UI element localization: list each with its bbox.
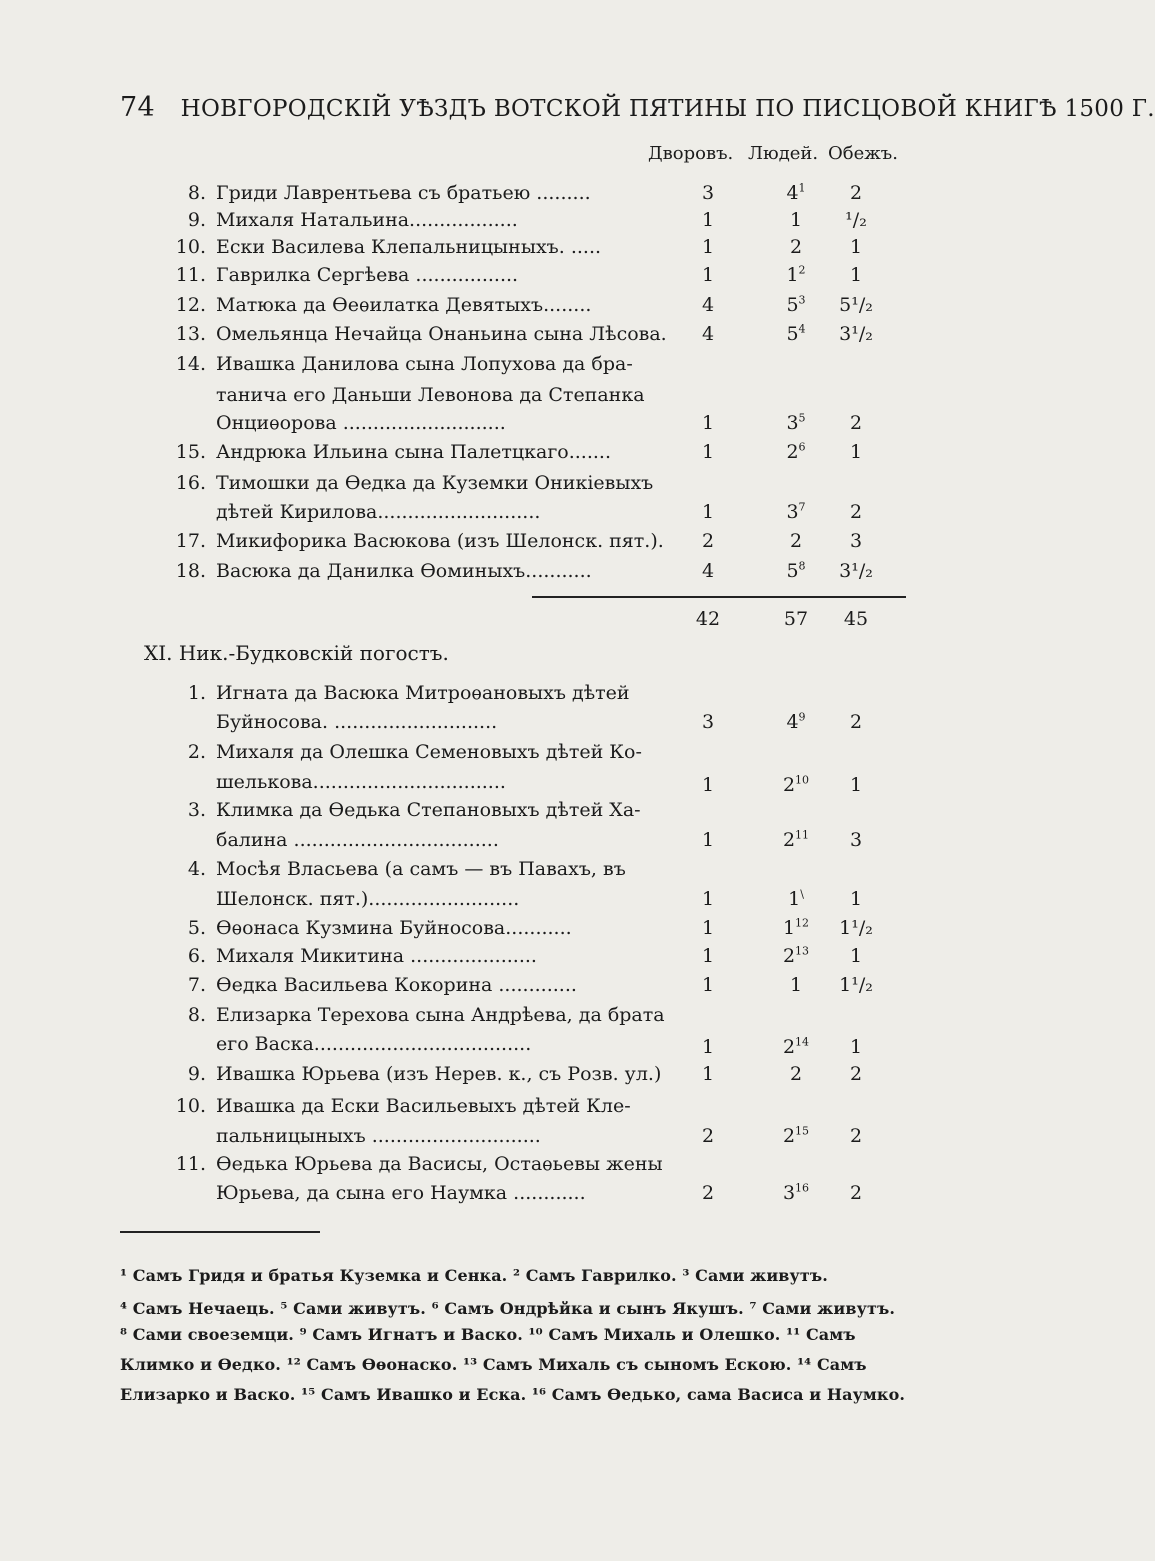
- footnote-line: Елизарко и Васко. ¹⁵ Самъ Ивашко и Еска. ¹⁶ Самъ Ѳедько, сама Васиса и Наумко.: [120, 1385, 906, 1404]
- footnote-line: ⁸ Сами своеземци. ⁹ Самъ Игнатъ и Васко. ¹⁰ Самъ Михаль и Олешко. ¹¹ Самъ: [120, 1325, 856, 1344]
- entry-number: 2.: [187, 741, 206, 763]
- entry-text: Ѳедка Васильева Кокорина .............: [216, 974, 577, 996]
- entry-number: 12.: [175, 294, 206, 316]
- entry-text: Ивашка Юрьева (изъ Нерев. к., съ Розв. ул.): [216, 1063, 662, 1085]
- obzhi-value: 2: [849, 412, 863, 434]
- obzhi-value: 1: [849, 945, 863, 967]
- total-obzhi: 45: [843, 608, 869, 630]
- entry-number: 10.: [175, 1095, 206, 1117]
- people-value: $5^4$: [786, 322, 806, 345]
- footnote-ref: 2: [798, 263, 806, 277]
- entry-number: 11.: [175, 264, 206, 286]
- households-value: 2: [701, 530, 715, 552]
- footnote-ref: 11: [795, 828, 810, 842]
- entry-text: Гриди Лаврентьева съ братьею .........: [216, 182, 591, 204]
- entry-number: 18.: [175, 560, 206, 582]
- people-value: $2^{11}$: [782, 828, 810, 851]
- total-households: 42: [695, 608, 721, 630]
- entry-text: танича его Даньши Левонова да Степанка: [216, 384, 645, 406]
- obzhi-value: 1¹/₂: [839, 974, 873, 996]
- entry-number: 4.: [187, 858, 206, 880]
- entry-text: Мосѣя Власьева (а самъ — въ Павахъ, въ: [216, 858, 626, 880]
- obzhi-value: 2: [849, 1063, 863, 1085]
- people-value: $5^3$: [786, 293, 806, 316]
- households-value: 4: [701, 560, 715, 582]
- entry-number: 1.: [187, 682, 206, 704]
- obzhi-value: ¹/₂: [845, 209, 867, 231]
- entry-number: 5.: [187, 917, 206, 939]
- households-value: 1: [701, 917, 715, 939]
- total-people: 57: [783, 608, 809, 630]
- people-value: $2^{14}$: [782, 1035, 810, 1058]
- footnote-ref: 15: [795, 1124, 810, 1138]
- footnote-line: ¹ Самъ Гридя и братья Куземка и Сенка. ² Самъ Гаврилко. ³ Сами живутъ.: [120, 1266, 828, 1285]
- entry-text: Климка да Ѳедька Степановыхъ дѣтей Ха-: [216, 799, 641, 821]
- people-value: $1^2$: [786, 263, 806, 286]
- entry-number: 8.: [187, 182, 206, 204]
- entry-number: 9.: [187, 1063, 206, 1085]
- entry-number: 14.: [175, 353, 206, 375]
- entry-number: 8.: [187, 1004, 206, 1026]
- section-heading: XI. Ник.-Будковскій погостъ.: [144, 641, 449, 665]
- people-value: 1: [789, 974, 803, 996]
- people-value: $4^9$: [786, 710, 806, 733]
- totals-rule: [532, 596, 906, 598]
- households-value: 1: [701, 974, 715, 996]
- obzhi-value: 1: [849, 441, 863, 463]
- people-value: 2: [789, 236, 803, 258]
- entry-text: его Васка....................................: [216, 1033, 532, 1055]
- obzhi-value: 1¹/₂: [839, 917, 873, 939]
- obzhi-value: 2: [849, 182, 863, 204]
- footnote-line: Климко и Ѳедко. ¹² Самъ Ѳѳонаско. ¹³ Самъ Михаль съ сыномъ Ескою. ¹⁴ Самъ: [120, 1355, 867, 1374]
- entry-text: Буйносова. ...........................: [216, 711, 498, 733]
- footnote-ref: 4: [798, 322, 806, 336]
- entry-text: шелькова................................: [216, 771, 506, 793]
- footnote-ref: 13: [795, 944, 810, 958]
- people-value: $4^1$: [786, 181, 806, 204]
- people-value: $2^{10}$: [782, 773, 810, 796]
- people-value: $2^{13}$: [782, 944, 810, 967]
- entry-number: 6.: [187, 945, 206, 967]
- page-number: 74: [120, 92, 155, 123]
- footnote-ref: 10: [795, 773, 810, 787]
- obzhi-value: 3¹/₂: [839, 323, 873, 345]
- households-value: 1: [701, 441, 715, 463]
- column-header-obzhi: Обежъ.: [828, 143, 898, 164]
- obzhi-value: 2: [849, 1182, 863, 1204]
- footnote-ref: 14: [795, 1035, 810, 1049]
- entry-number: 10.: [175, 236, 206, 258]
- obzhi-value: 1: [849, 1036, 863, 1058]
- entry-text: балина ..................................: [216, 829, 499, 851]
- households-value: 2: [701, 1182, 715, 1204]
- households-value: 1: [701, 412, 715, 434]
- entry-text: Юрьева, да сына его Наумка ............: [216, 1182, 586, 1204]
- households-value: 1: [701, 236, 715, 258]
- obzhi-value: 5¹/₂: [839, 294, 873, 316]
- footnote-line: ⁴ Самъ Нечаець. ⁵ Сами живутъ. ⁶ Самъ Ондрѣйка и сынъ Якушъ. ⁷ Сами живутъ.: [120, 1299, 895, 1318]
- obzhi-value: 3: [849, 829, 863, 851]
- entry-text: Онциѳорова ...........................: [216, 412, 506, 434]
- footnote-ref: 12: [795, 916, 810, 930]
- obzhi-value: 1: [849, 888, 863, 910]
- entry-number: 7.: [187, 974, 206, 996]
- entry-number: 9.: [187, 209, 206, 231]
- obzhi-value: 3: [849, 530, 863, 552]
- footnote-ref: \: [800, 887, 804, 901]
- obzhi-value: 2: [849, 501, 863, 523]
- footnote-ref: 5: [798, 411, 806, 425]
- people-value: $2^{15}$: [782, 1124, 810, 1147]
- entry-text: Микифорика Васюкова (изъ Шелонск. пят.).: [216, 530, 664, 552]
- entry-number: 17.: [175, 530, 206, 552]
- entry-text: Михаля Микитина .....................: [216, 945, 537, 967]
- entry-text: Омельянца Нечайца Онаньина сына Лѣсова.: [216, 323, 667, 345]
- entry-text: Михаля да Олешка Семеновыхъ дѣтей Ко-: [216, 741, 642, 763]
- people-value: 1\: [788, 887, 804, 910]
- households-value: 4: [701, 323, 715, 345]
- obzhi-value: 1: [849, 774, 863, 796]
- footnote-ref: 1: [798, 181, 806, 195]
- households-value: 1: [701, 774, 715, 796]
- households-value: 1: [701, 501, 715, 523]
- entry-text: Ѳедька Юрьева да Васисы, Остаѳьевы жены: [216, 1153, 663, 1175]
- people-value: $2^6$: [786, 440, 806, 463]
- entry-number: 3.: [187, 799, 206, 821]
- people-value: 1: [789, 209, 803, 231]
- people-value: 2: [789, 1063, 803, 1085]
- households-value: 3: [701, 182, 715, 204]
- entry-text: Ески Василева Клепальницыныхъ. .....: [216, 236, 602, 258]
- footnote-ref: 9: [798, 710, 806, 724]
- people-value: $3^5$: [786, 411, 806, 434]
- obzhi-value: 2: [849, 711, 863, 733]
- obzhi-value: 1: [849, 236, 863, 258]
- running-header: [120, 92, 1155, 123]
- entry-text: Михаля Натальина..................: [216, 209, 518, 231]
- entry-text: Ивашка да Ески Васильевыхъ дѣтей Кле-: [216, 1095, 631, 1117]
- households-value: 4: [701, 294, 715, 316]
- households-value: 1: [701, 209, 715, 231]
- column-header-households: Дворовъ.: [648, 143, 734, 164]
- entry-number: 15.: [175, 441, 206, 463]
- households-value: 1: [701, 264, 715, 286]
- page-title: НОВГОРОДСКІЙ УѢЗДЪ ВОТСКОЙ ПЯТИНЫ ПО ПИСЦОВОЙ КНИГѢ 1500 Г.: [180, 96, 1155, 122]
- entry-number: 16.: [175, 472, 206, 494]
- people-value: $3^{16}$: [782, 1181, 810, 1204]
- households-value: 3: [701, 711, 715, 733]
- households-value: 1: [701, 1036, 715, 1058]
- entry-text: Ивашка Данилова сына Лопухова да бра-: [216, 353, 633, 375]
- households-value: 1: [701, 945, 715, 967]
- entry-text: дѣтей Кирилова...........................: [216, 501, 541, 523]
- entry-text: Гаврилка Сергѣева .................: [216, 264, 519, 286]
- entry-text: Елизарка Терехова сына Андрѣева, да брата: [216, 1004, 665, 1026]
- entry-text: Андрюка Ильина сына Палетцкаго.......: [216, 441, 611, 463]
- people-value: $3^7$: [786, 500, 806, 523]
- entry-text: Игната да Васюка Митроѳановыхъ дѣтей: [216, 682, 630, 704]
- footnote-ref: 6: [798, 440, 806, 454]
- obzhi-value: 3¹/₂: [839, 560, 873, 582]
- entry-text: Тимошки да Ѳедка да Куземки Оникіевыхъ: [216, 472, 654, 494]
- people-value: $1^{12}$: [782, 916, 810, 939]
- households-value: 1: [701, 1063, 715, 1085]
- column-header-people: Людей.: [748, 143, 819, 164]
- footnote-ref: 16: [795, 1181, 810, 1195]
- footnote-rule: [120, 1231, 320, 1233]
- people-value: 2: [789, 530, 803, 552]
- footnote-ref: 8: [798, 559, 806, 573]
- entry-text: Васюка да Данилка Ѳоминыхъ...........: [216, 560, 592, 582]
- entry-text: Ѳѳонаса Кузмина Буйносова...........: [216, 917, 572, 939]
- footnote-ref: 3: [798, 293, 806, 307]
- households-value: 2: [701, 1125, 715, 1147]
- footnote-ref: 7: [798, 500, 806, 514]
- obzhi-value: 1: [849, 264, 863, 286]
- people-value: $5^8$: [786, 559, 806, 582]
- households-value: 1: [701, 888, 715, 910]
- entry-text: пальницыныхъ ............................: [216, 1125, 541, 1147]
- entry-number: 11.: [175, 1153, 206, 1175]
- entry-number: 13.: [175, 323, 206, 345]
- obzhi-value: 2: [849, 1125, 863, 1147]
- entry-text: Матюка да Ѳеѳилатка Девятыхъ........: [216, 294, 592, 316]
- households-value: 1: [701, 829, 715, 851]
- entry-text: Шелонск. пят.).........................: [216, 888, 520, 910]
